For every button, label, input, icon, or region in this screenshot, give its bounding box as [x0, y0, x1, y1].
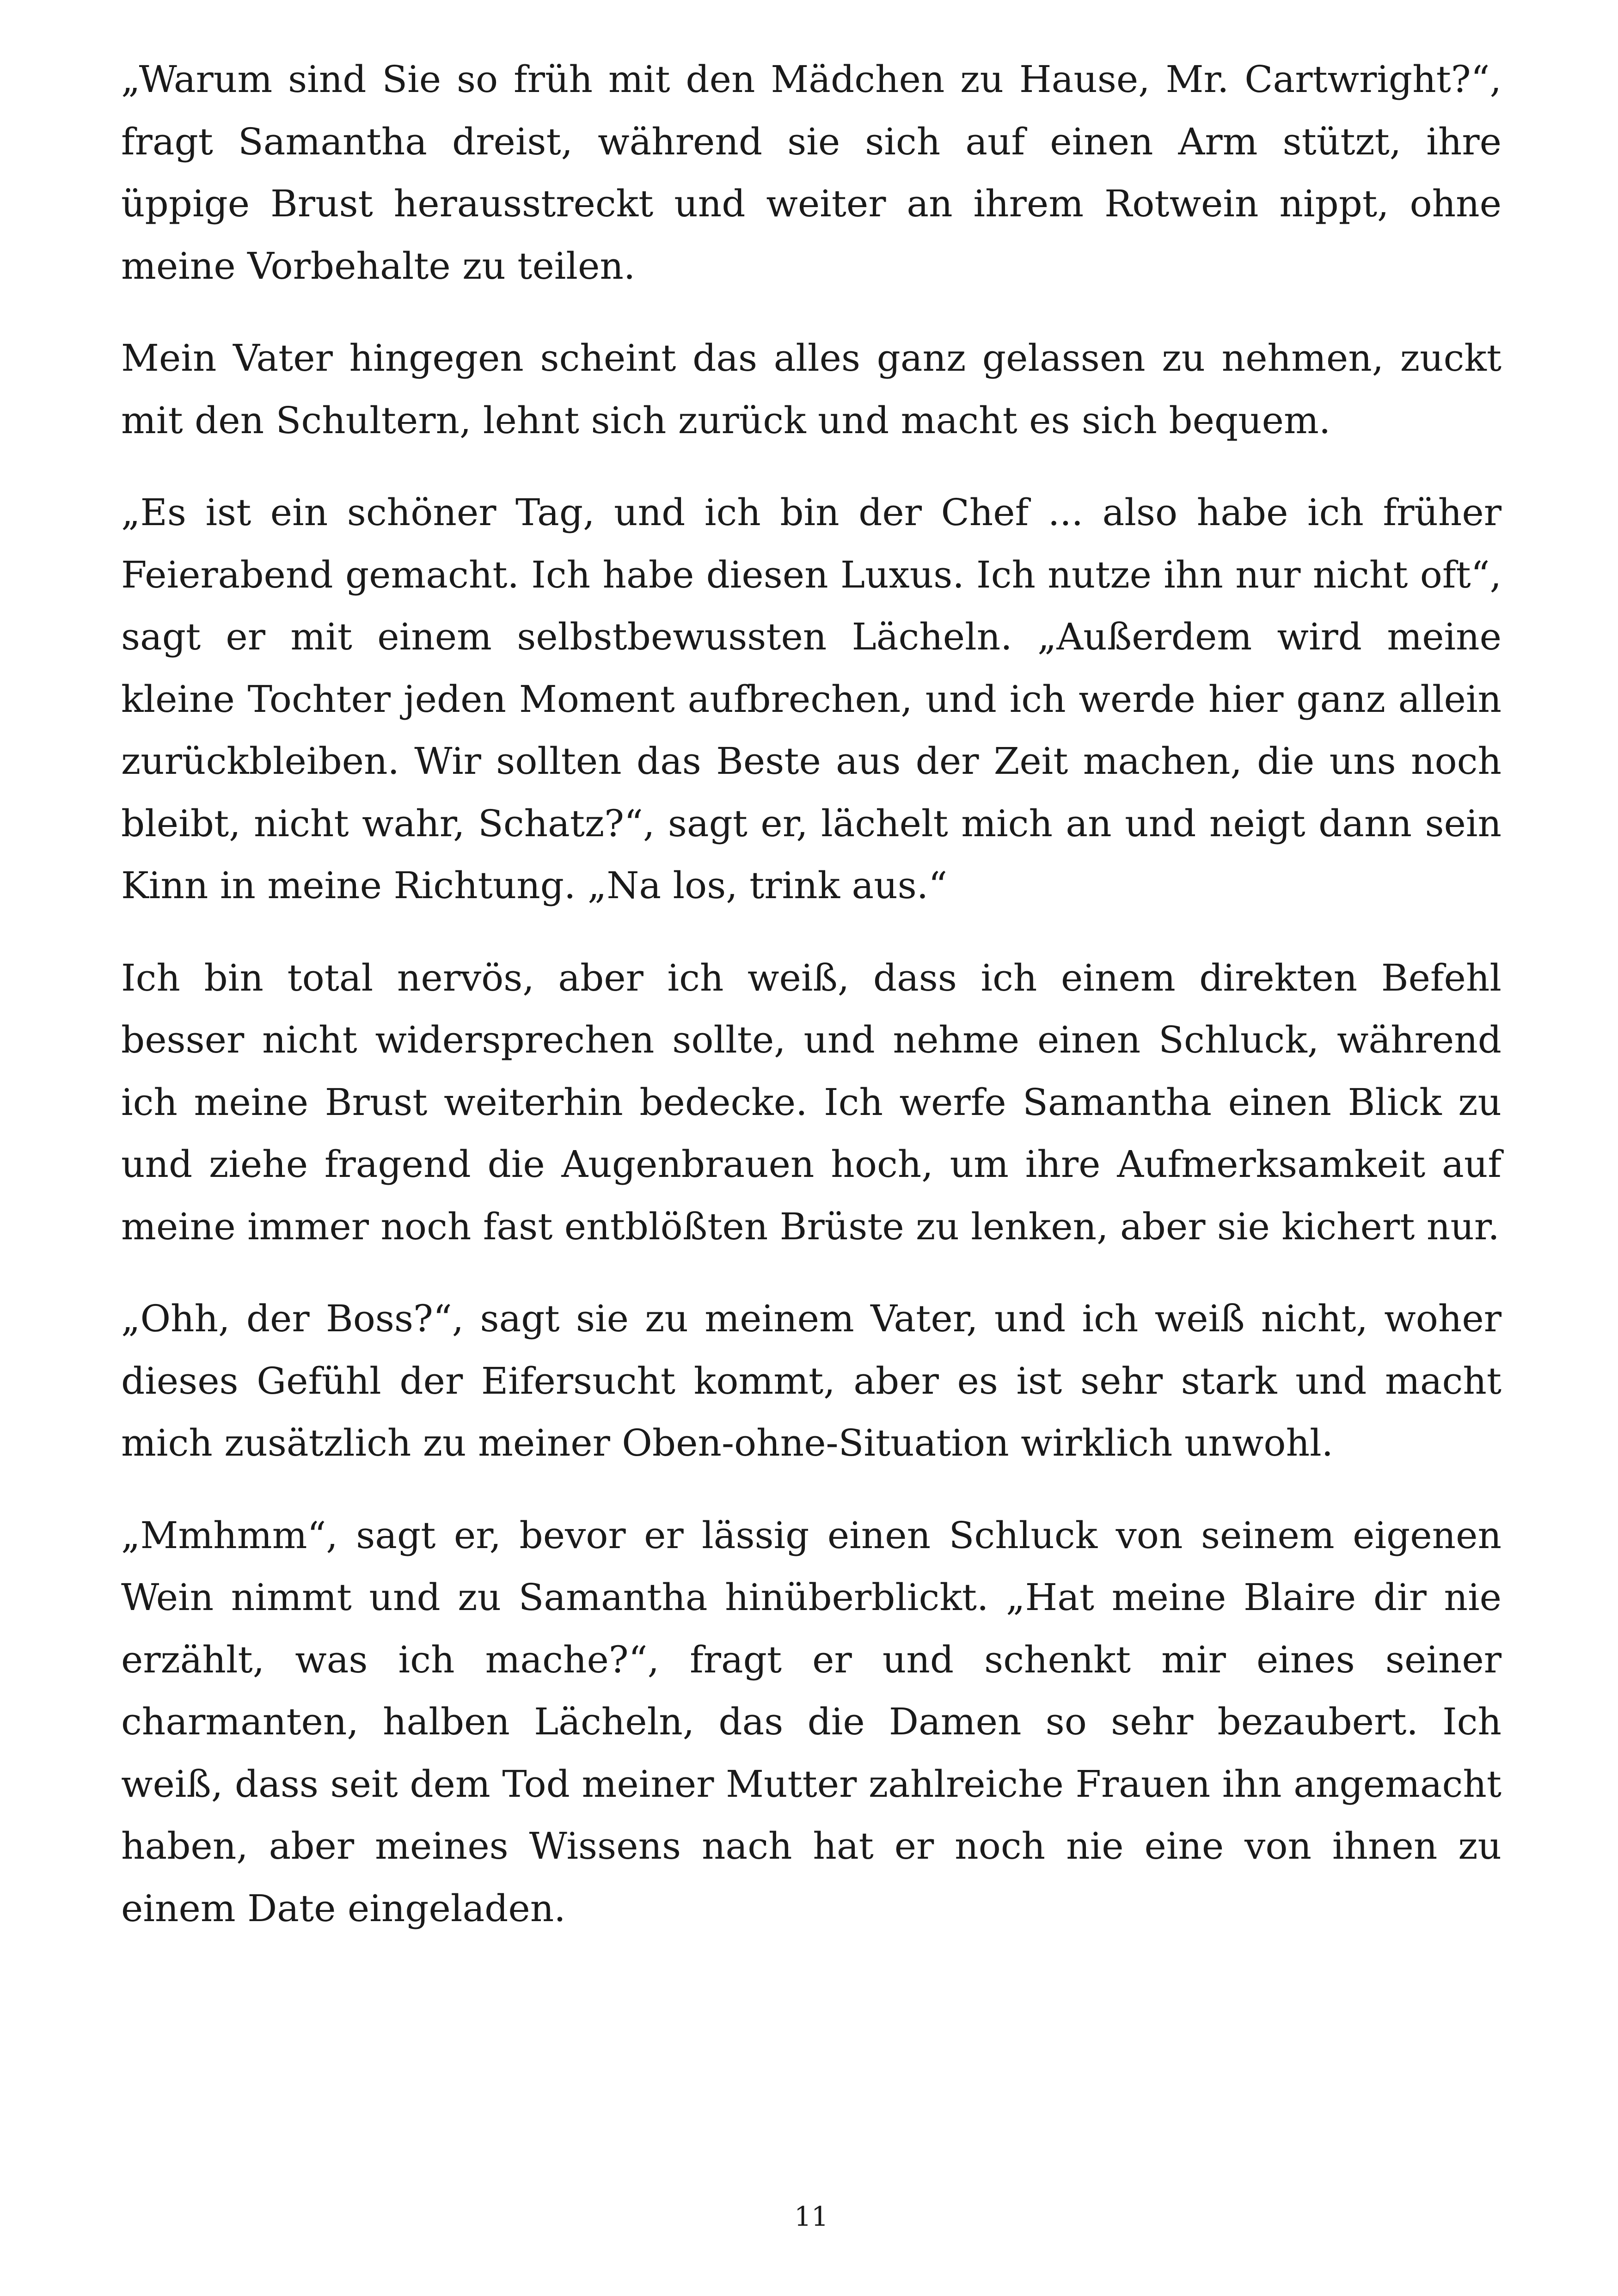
paragraph-3: „Es ist ein schöner Tag, und ich bin der Chef ... also habe ich früher Feierabend gemacht. Ich habe diesen Luxus. Ich nutze ihn nur nicht oft“, sagt er mit einem selbstbewussten Lächeln. „Außerdem wird meine kleine Tochter jeden Moment aufbrechen, und ich werde hier ganz allein zurückbleiben. Wir sollten das Beste aus der Zeit machen, die uns noch bleibt, nicht wahr, Schatz?“, sagt er, lächelt mich an und neigt dann sein Kinn in meine Richtung. „Na los, trink aus.“	[121, 491, 1502, 907]
paragraph-6: „Mmhmm“, sagt er, bevor er lässig einen Schluck von seinem eigenen Wein nimmt und zu Samantha hinüberblickt. „Hat meine Blaire dir nie erzählt, was ich mache?“, fragt er und schenkt mir eines seiner charmanten, halben Lächeln, das die Damen so sehr bezaubert. Ich weiß, dass seit dem Tod meiner Mutter zahlreiche Frauen ihn angemacht haben, aber meines Wissens nach hat er noch nie eine von ihnen zu einem Date eingeladen.	[121, 1513, 1502, 1930]
paragraph-2: Mein Vater hingegen scheint das alles ganz gelassen zu nehmen, zuckt mit den Schultern, lehnt sich zurück und macht es sich bequem.	[121, 337, 1502, 442]
paragraph-5: „Ohh, der Boss?“, sagt sie zu meinem Vater, und ich weiß nicht, woher dieses Gefühl der Eifersucht kommt, aber es ist sehr stark und macht mich zusätzlich zu meiner Oben-ohne-Situation wirklich unwohl.	[121, 1297, 1502, 1464]
page-number: 11	[794, 2201, 828, 2232]
document-page	[121, 0, 1502, 2296]
paragraph-1: „Warum sind Sie so früh mit den Mädchen zu Hause, Mr. Cartwright?“, fragt Samantha dreist, während sie sich auf einen Arm stützt, ihre üppige Brust herausstreckt und weiter an ihrem Rotwein nippt, ohne meine Vorbehalte zu teilen.	[121, 58, 1502, 288]
paragraph-4: Ich bin total nervös, aber ich weiß, dass ich einem direkten Befehl besser nicht widersprechen sollte, und nehme einen Schluck, während ich meine Brust weiterhin bedecke. Ich werfe Samantha einen Blick zu und ziehe fragend die Augenbrauen hoch, um ihre Aufmerksamkeit auf meine immer noch fast entblößten Brüste zu lenken, aber sie kichert nur.	[121, 956, 1502, 1248]
body-text	[121, 49, 1502, 1970]
